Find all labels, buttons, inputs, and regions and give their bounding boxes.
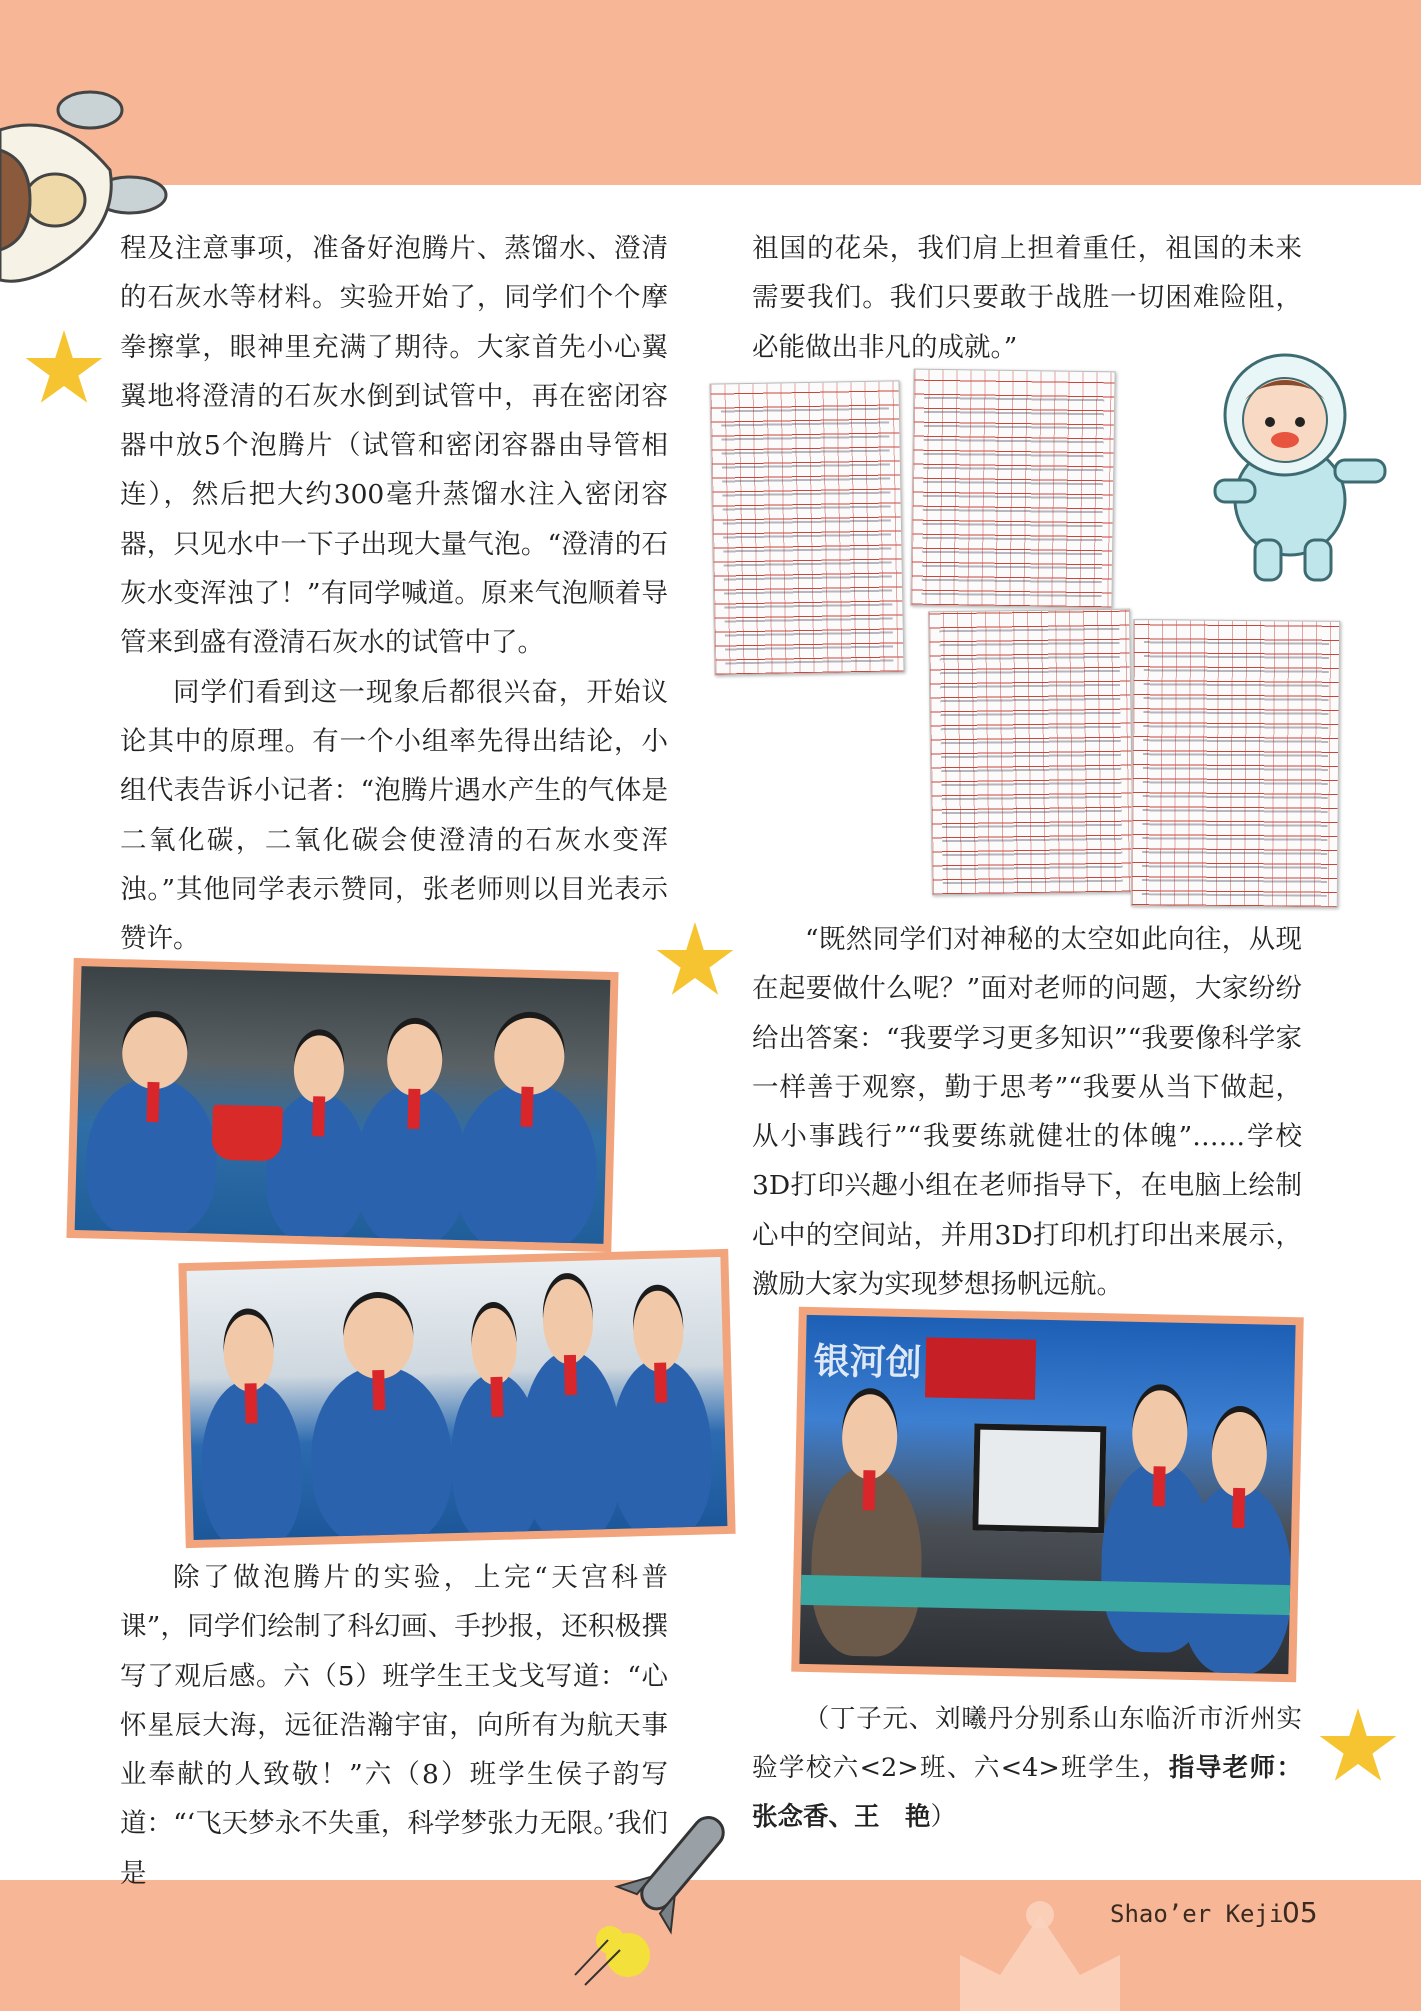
astronaut-icon <box>1195 340 1405 590</box>
rocket-icon <box>570 1790 750 1990</box>
photo-caption <box>752 1695 1302 1842</box>
left-column-text <box>120 224 668 963</box>
paragraph: “既然同学们对神秘的太空如此向往，从现在起要做什么呢？”面对老师的问题，大家纷纷给出答案：“我要学习更多知识”“我要像科学家一样善于观察，勤于思考”“我要从当下做起，从小事践行”“我要练就健壮的体魄”……学校3D打印兴趣小组在老师指导下，在电脑上绘制心中的空间站，并用3D打印机打印出来展示，激励大家为实现梦想扬帆远航。 <box>752 924 1302 1301</box>
advisor-label: 指导老师： <box>1168 1753 1302 1783</box>
top-banner <box>0 0 1421 185</box>
caption-close: ） <box>930 1802 957 1832</box>
paragraph: 祖国的花朵，我们肩上担着重任，祖国的未来需要我们。我们只要敢于战胜一切困难险阻，必能做出非凡的成就。” <box>752 233 1302 363</box>
caption-text: （丁子元、刘曦丹分别系山东临沂市沂州实验学校六<2>班、六<4>班学生， <box>752 1704 1302 1783</box>
star-icon <box>1318 1708 1398 1788</box>
photo-lab-experiment-1 <box>66 958 618 1252</box>
star-icon <box>24 330 104 410</box>
banner-text: 银河创 <box>813 1341 923 1385</box>
advisor-names: 张念香、王 艳 <box>752 1802 931 1832</box>
photo-3d-printing-group <box>791 1307 1304 1682</box>
magazine-name: Shao’er Keji <box>1110 1900 1284 1928</box>
right-column-text-2 <box>752 915 1302 1309</box>
page-number: 05 <box>1282 1896 1318 1929</box>
photo-lab-experiment-2 <box>178 1249 735 1548</box>
paragraph: 程及注意事项，准备好泡腾片、蒸馏水、澄清的石灰水等材料。实验开始了，同学们个个摩拳擦掌，眼神里充满了期待。大家首先小心翼翼地将澄清的石灰水倒到试管中，再在密闭容器中放5个泡腾片（试管和密闭容器由导管相连），然后把大约300毫升蒸馏水注入密闭容器，只见水中一下子出现大量气泡。“澄清的石灰水变浑浊了！”有同学喊道。原来气泡顺着导管来到盛有澄清石灰水的试管中了。 <box>120 233 668 659</box>
paragraph: 同学们看到这一现象后都很兴奋，开始议论其中的原理。有一个小组率先得出结论，小组代表告诉小记者：“泡腾片遇水产生的气体是二氧化碳，二氧化碳会使澄清的石灰水变浑浊。”其他同学表示赞同，张老师则以目光表示赞许。 <box>120 676 668 955</box>
paragraph: 除了做泡腾片的实验，上完“天宫科普课”，同学们绘制了科幻画、手抄报，还积极撰写了观后感。六（5）班学生王戈戈写道：“心怀星辰大海，远征浩瀚宇宙，向所有为航天事业奉献的人致敬！”六（8）班学生侯子韵写道：“‘飞天梦永不失重，科学梦张力无限。’我们是 <box>120 1562 668 1889</box>
